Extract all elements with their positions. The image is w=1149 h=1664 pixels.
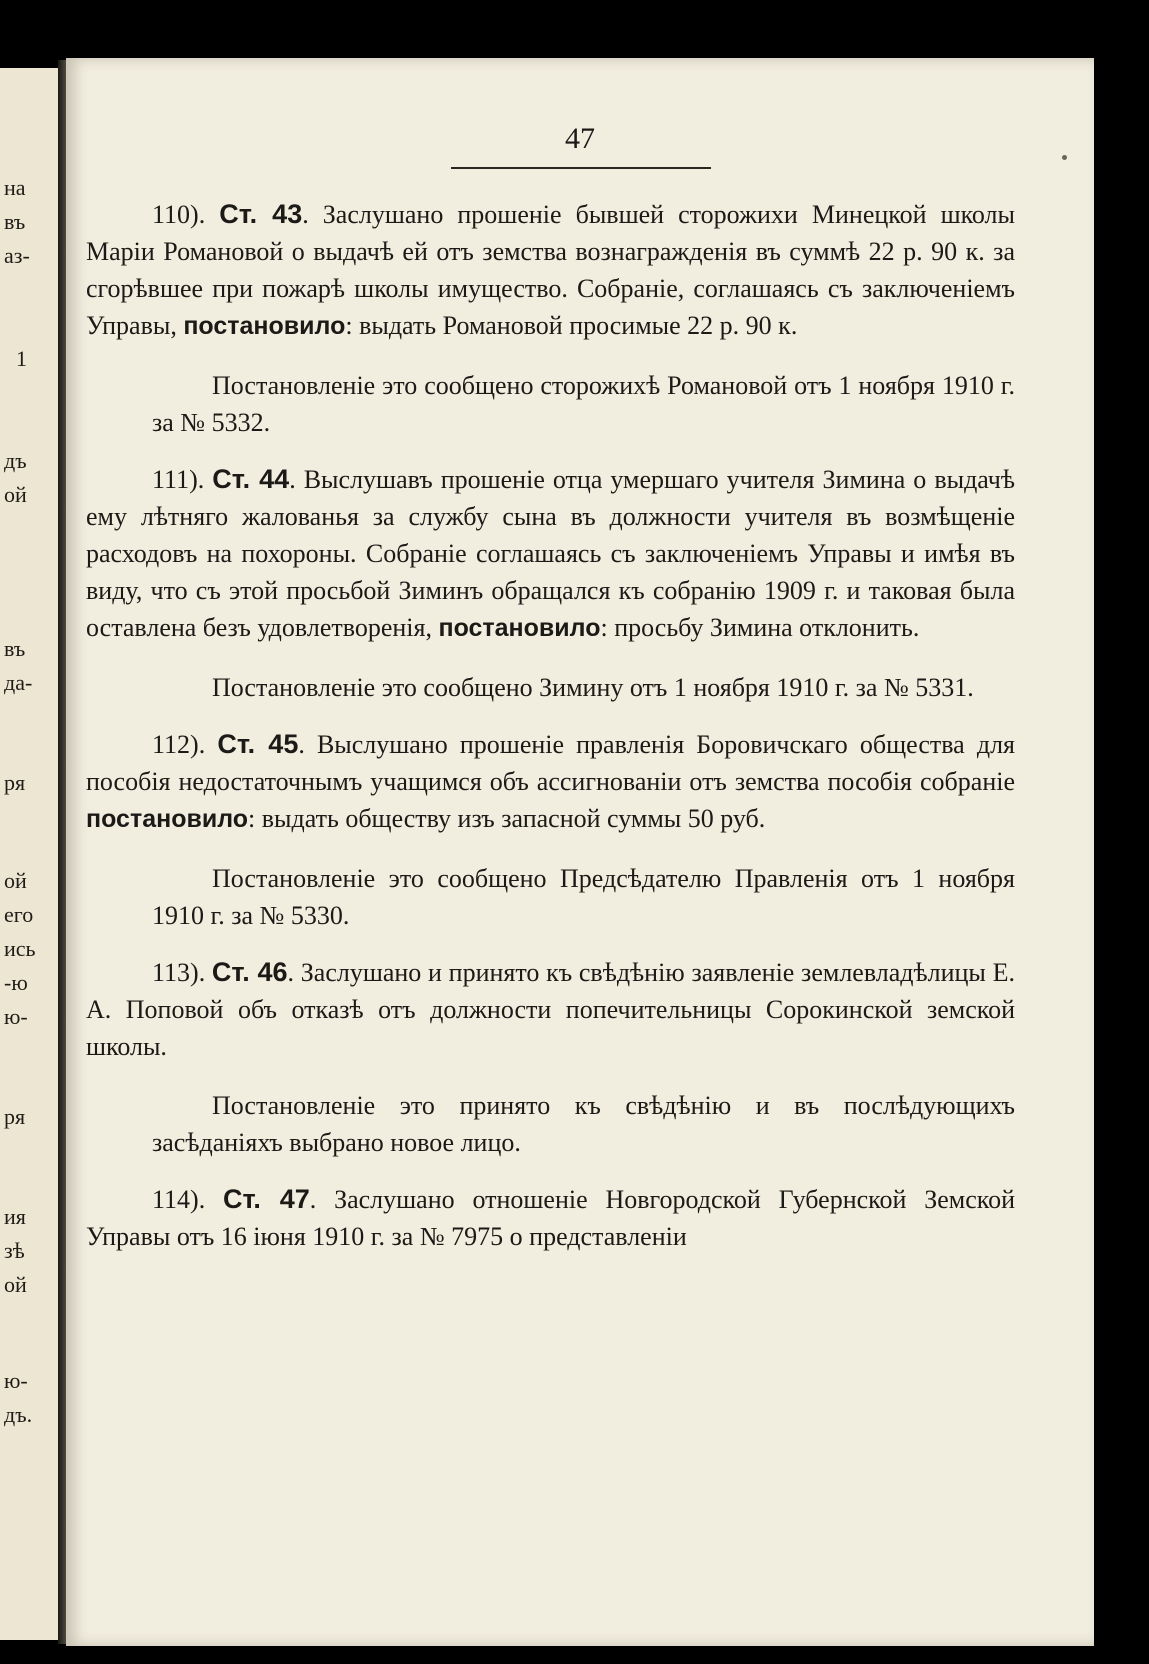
paragraph-text: . Заслушано прошеніе бывшей сторожихи Минецкой школы Маріи Романовой о выдачѣ ей отъ земства вознагражденія въ суммѣ 22 р. 90 к. за сгорѣвшее при пожарѣ школы имущество. Собраніе, соглашаясь съ заключеніемъ Управы,	[86, 200, 1015, 340]
page-number: 47	[565, 122, 595, 155]
notification-paragraph: Постановленіе это сообщено сторожихѣ Романовой отъ 1 ноября 1910 г. за № 5332.	[152, 371, 1015, 437]
paragraph-text-end: : просьбу Зимина отклонить.	[600, 613, 920, 642]
resolution-paragraph	[86, 954, 1015, 1065]
paragraph-text: . Заслушано и принято къ свѣдѣнію заявленіе землевладѣлицы Е. А. Поповой объ отказѣ отъ должности попечительницы Сорокинской земской школы.	[86, 958, 1015, 1061]
paragraph-text: . Выслушавъ прошеніе отца умершаго учителя Зимина о выдачѣ ему лѣтняго жалованья за службу сына въ должности учителя въ возмѣщеніе расходовъ на похороны. Собраніе соглашаясь съ заключеніемъ Управы и имѣя въ виду, что съ этой просьбой Зиминъ обращался къ собранію 1909 г. и таковая была оставлена безъ удовлетворенія,	[86, 465, 1015, 642]
facing-page-fragment: зѣ	[4, 1238, 25, 1263]
facing-page-fragment: ря	[4, 1104, 26, 1129]
item-number: 113).	[152, 958, 206, 987]
paragraph-text: . Выслушано прошеніе правленія Боровичскаго общества для пособія недостаточнымъ учащимся объ ассигнованіи отъ земства пособія собраніе	[86, 730, 1016, 796]
facing-page-fragment: ия	[4, 1204, 26, 1229]
resolution-keyword: постановило	[86, 805, 249, 833]
paragraph-text: . Заслушано отношеніе Новгородской Губернской Земской Управы отъ 16 іюня 1910 г. за № 7975 о представленіи	[86, 1185, 1015, 1251]
facing-page-fragment: ой	[4, 868, 27, 893]
facing-page-fragment: его	[4, 902, 34, 927]
article-number: Ст. 44	[212, 464, 290, 494]
facing-page-fragment: ись	[4, 936, 36, 961]
page-body	[86, 196, 1015, 1255]
book-page	[66, 58, 1094, 1646]
resolution-keyword: постановило	[438, 614, 601, 642]
resolution-paragraph	[86, 461, 1015, 647]
facing-page-fragment: дъ.	[4, 1402, 33, 1427]
article-number: Ст. 46	[211, 957, 288, 987]
facing-page-fragment: на	[4, 175, 26, 200]
resolution-paragraph	[86, 726, 1015, 838]
resolution-paragraph	[86, 1181, 1015, 1255]
facing-page-fragment: аз-	[4, 243, 30, 268]
facing-page-fragment: ю-	[4, 1368, 28, 1393]
article-number: Ст. 43	[219, 199, 303, 229]
paragraph-text-end: : выдать Романовой просимые 22 р. 90 к.	[345, 311, 798, 340]
facing-page-fragment: ой	[4, 482, 27, 507]
facing-page-fragment: 1	[16, 346, 27, 371]
resolution-keyword: постановило	[183, 312, 346, 340]
item-number: 112).	[152, 730, 206, 759]
facing-page-edge	[0, 68, 58, 1640]
speck	[1062, 155, 1067, 160]
article-number: Ст. 47	[223, 1184, 310, 1214]
paragraph-text-end: : выдать обществу изъ запасной суммы 50 руб.	[248, 804, 766, 833]
facing-page-fragment: ря	[4, 770, 26, 795]
resolution-paragraph	[86, 196, 1015, 345]
item-number: 110).	[152, 200, 206, 229]
facing-page-fragment: да-	[4, 670, 33, 695]
facing-page-fragment: въ	[4, 209, 26, 234]
page-number-rule	[451, 167, 711, 169]
item-number: 111).	[152, 465, 205, 494]
facing-page-fragment: -ю	[4, 970, 28, 995]
item-number: 114).	[152, 1185, 206, 1214]
notification-paragraph: Постановленіе это сообщено Зимину отъ 1 ноября 1910 г. за № 5331.	[212, 673, 974, 702]
facing-page-fragment: дъ	[4, 448, 27, 473]
article-number: Ст. 45	[217, 729, 299, 759]
facing-page-fragment: въ	[4, 636, 26, 661]
notification-paragraph: Постановленіе это сообщено Предсѣдателю Правленія отъ 1 ноября 1910 г. за № 5330.	[152, 864, 1015, 930]
facing-page-fragment: ю-	[4, 1004, 28, 1029]
facing-page-fragment: ой	[4, 1272, 27, 1297]
notification-paragraph: Постановленіе это принято къ свѣдѣнію и въ послѣдующихъ засѣданіяхъ выбрано новое лицо.	[152, 1091, 1015, 1157]
